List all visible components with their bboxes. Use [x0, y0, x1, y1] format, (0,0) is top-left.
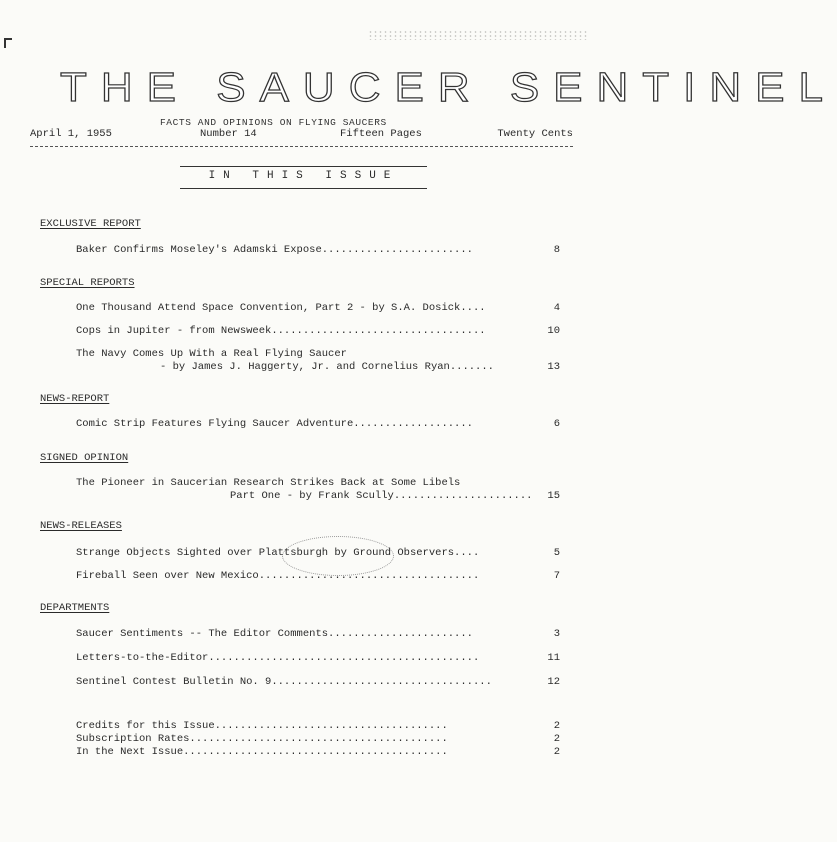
- section-departments: DEPARTMENTS: [40, 602, 110, 614]
- contents-rule-bottom: [180, 188, 427, 189]
- toc-entry: Subscription Rates.........................................: [76, 733, 448, 745]
- masthead-title: THE SAUCER SENTINEL: [60, 65, 837, 111]
- toc-entry: Fireball Seen over New Mexico...................................: [76, 570, 480, 582]
- masthead-subtitle: FACTS AND OPINIONS ON FLYING SAUCERS: [160, 117, 387, 128]
- toc-page-number: 6: [553, 418, 560, 430]
- page-count: Fifteen Pages: [340, 128, 422, 140]
- toc-entry: Sentinel Contest Bulletin No. 9...................................: [76, 676, 492, 688]
- issue-price: Twenty Cents: [497, 128, 573, 140]
- toc-page-number: 12: [547, 676, 560, 688]
- toc-page-number: 11: [547, 652, 560, 664]
- issue-number: Number 14: [200, 128, 257, 140]
- toc-page-number: 7: [553, 570, 560, 582]
- toc-page-number: 5: [553, 547, 560, 559]
- issue-date: April 1, 1955: [30, 128, 112, 140]
- toc-page-number: 8: [553, 244, 560, 256]
- toc-page-number: 2: [553, 733, 560, 745]
- toc-entry: One Thousand Attend Space Convention, Part 2 - by S.A. Dosick....: [76, 302, 486, 314]
- toc-page-number: 15: [547, 490, 560, 502]
- toc-page-number: 10: [547, 325, 560, 337]
- toc-page-number: 3: [553, 628, 560, 640]
- section-news-report: NEWS-REPORT: [40, 393, 110, 405]
- toc-entry: Cops in Jupiter - from Newsweek..................................: [76, 325, 486, 337]
- toc-entry-line2: - by James J. Haggerty, Jr. and Cornelius Ryan.......: [160, 361, 494, 373]
- contents-rule-top: [180, 166, 427, 167]
- toc-entry: Credits for this Issue.....................................: [76, 720, 448, 732]
- toc-entry: Strange Objects Sighted over Plattsburgh by Ground Observers....: [76, 547, 480, 559]
- toc-entry-line1: The Pioneer in Saucerian Research Strikes Back at Some Libels: [76, 477, 461, 489]
- print-speckle: [368, 30, 588, 40]
- toc-entry-line2: Part One - by Frank Scully......................: [230, 490, 533, 502]
- contents-heading: IN THIS ISSUE: [208, 170, 399, 182]
- page-corner-mark: [4, 38, 12, 48]
- toc-entry: Letters-to-the-Editor...........................................: [76, 652, 480, 664]
- toc-entry: Comic Strip Features Flying Saucer Adventure...................: [76, 418, 473, 430]
- toc-page-number: 2: [553, 720, 560, 732]
- toc-entry: In the Next Issue..........................................: [76, 746, 448, 758]
- section-signed-opinion: SIGNED OPINION: [40, 452, 129, 464]
- toc-page-number: 13: [547, 361, 560, 373]
- toc-entry: Saucer Sentiments -- The Editor Comments.......................: [76, 628, 473, 640]
- section-special-reports: SPECIAL REPORTS: [40, 277, 135, 289]
- toc-page-number: 2: [553, 746, 560, 758]
- toc-entry: Baker Confirms Moseley's Adamski Expose........................: [76, 244, 473, 256]
- section-exclusive-report: EXCLUSIVE REPORT: [40, 218, 141, 230]
- section-news-releases: NEWS-RELEASES: [40, 520, 122, 532]
- header-divider: [30, 146, 573, 147]
- toc-entry-line1: The Navy Comes Up With a Real Flying Saucer: [76, 348, 347, 360]
- toc-page-number: 4: [553, 302, 560, 314]
